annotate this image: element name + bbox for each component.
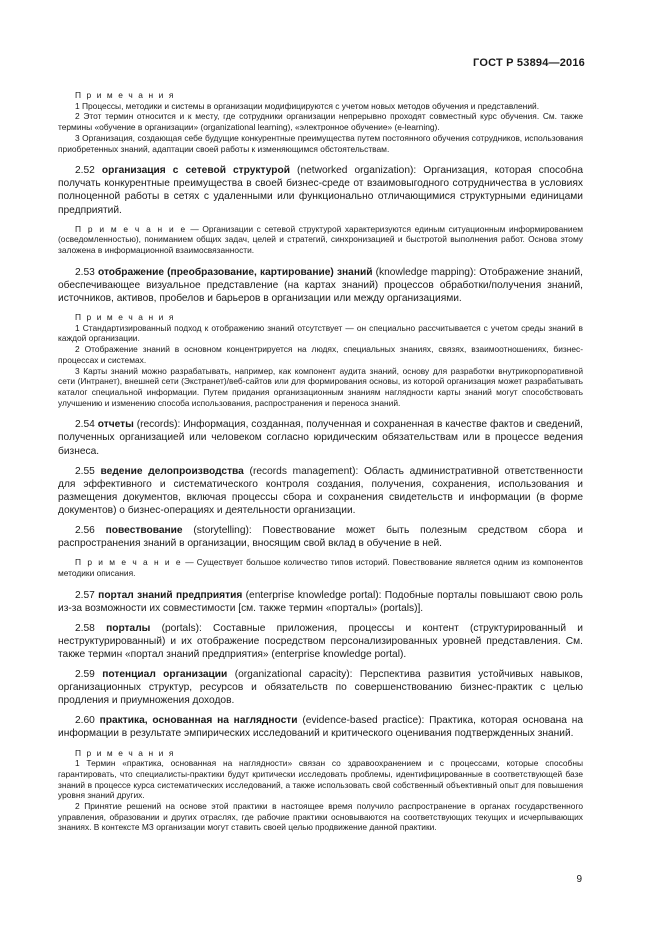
term-number: 2.57 xyxy=(75,589,95,601)
page-number: 9 xyxy=(576,874,582,885)
term-number: 2.53 xyxy=(75,266,95,278)
term-number: 2.58 xyxy=(75,622,95,634)
term-2-59 xyxy=(58,668,583,707)
notes-top xyxy=(58,90,583,154)
term-title: отчеты xyxy=(97,419,134,431)
note-label: П р и м е ч а н и е xyxy=(75,223,187,234)
term-number: 2.54 xyxy=(75,419,95,431)
term-number: 2.56 xyxy=(75,524,95,536)
term-number: 2.52 xyxy=(75,165,95,177)
term-body: (storytelling): Повествование может быть полезным средством сбора и распространения знаний в организации, вносящим свой вклад в обучение в ней. xyxy=(58,524,583,550)
note-paragraph: 3 Организация, создающая себе будущие конкурентные преимущества путем постоянного обучения сотрудников, использования приобретенных знаний, адаптации своей работы к изменяющимся обстоятельствам. xyxy=(58,132,583,154)
term-2-54 xyxy=(58,418,583,457)
note-paragraph: 2 Принятие решений на основе этой практики в настоящее время получило распространение в органах государственного управления, образовании и других отраслях, где рабочие практики основываются на соответствующих текущих и исчерпывающих знаниях. В контексте МЗ организации могут ставить своей целью продвижение данной практики. xyxy=(58,801,583,833)
note-paragraph: 1 Процессы, методики и системы в организации модифицируются с учетом новых методов обучения и представлений. xyxy=(75,100,540,111)
term-body: (records management): Область административной ответственности для эффективного и систематического контроля создания, получения, сохранения, использования и размещения документов, включая процессы сбора и сохранения свидетельств и информации (в форме документов) о бизнес-операциях и деятельности организации. xyxy=(58,465,583,516)
term-title: потенциал организации xyxy=(102,669,228,681)
note-label: П р и м е ч а н и е xyxy=(75,557,183,568)
term-body: (evidence-based practice): Практика, которая основана на информации в результате эмпирических исследований и критического оценивания подтвержденных знаний. xyxy=(58,715,583,740)
note-paragraph: 3 Карты знаний можно разрабатывать, например, как компонент аудита знаний, основу для разработки внутрикорпоративной сети (Интранет), внешней сети (Экстранет)/веб-сайтов или для формирования основы, из которой организация может разрабатывать каталог специальной информации. Путем придания организационным знаниям наглядности карты знаний могут способствовать улучшению и изменению способа использования, распространения и переноса знаний. xyxy=(58,365,583,408)
notes-heading: П р и м е ч а н и я xyxy=(75,311,175,322)
note-text: — Организации с сетевой структурой характеризуются единым ситуационным информированием (осведомленностью), пониманием общих задач, целей и стратегий, синхронизацией и быстротой выполнения работ. Основа этому заложена в информационной взаимосвязанности. xyxy=(58,223,583,255)
term-number: 2.60 xyxy=(75,715,95,727)
note-paragraph: 2 Отображение знаний в основном концентрируется на людях, специальных знаниях, связях, взаимоотношениях, бизнес-процессах и системах. xyxy=(58,344,583,365)
term-title: ведение делопроизводства xyxy=(100,465,244,477)
notes-heading: П р и м е ч а н и я xyxy=(75,90,175,100)
term-body: (records): Информация, созданная, полученная и сохраненная в качестве фактов и сведений, полученных организацией или человеком согласно юридическим обязательствам или в процессе ведения бизнеса. xyxy=(58,419,583,457)
notes-2-60 xyxy=(58,748,583,834)
standard-code: ГОСТ Р 53894—2016 xyxy=(473,57,585,69)
notes-2-53 xyxy=(58,312,583,408)
term-number: 2.59 xyxy=(75,669,95,681)
term-2-57 xyxy=(58,589,583,615)
term-title: порталы xyxy=(106,622,151,634)
term-body: (portals): Составные приложения, процессы и контент (структурированный и неструктурированный) и их отображение посредством персонализированных уровней представления. См. также термин «портал знаний предприятия» (enterprise knowledge portal). xyxy=(58,622,583,660)
term-body: (networked organization): Организация, которая способна получать конкурентные преимущества в своей бизнес-среде от взаимовыгодного сотрудничества в условиях полноценной работы в сетях с удаленными или функционально отличающимися структурными единицами предприятий. xyxy=(58,165,583,216)
note-paragraph: 1 Термин «практика, основанная на наглядности» связан со здравоохранением и с процессами, которые способны гарантировать, что специалисты-практики будут критически исследовать проблемы, идентифицированные в соответствующей базе знаний в процессе курса систематических исследований, а также использовать свой собственный объективный опыт для повышения уровня знаний других. xyxy=(58,758,583,801)
term-2-56 xyxy=(58,524,583,550)
note-text: — Существует большое количество типов историй. Повествование является одним из компонентов методики описания. xyxy=(58,557,583,578)
term-2-58 xyxy=(58,622,583,661)
term-title: портал знаний предприятия xyxy=(98,589,243,601)
term-body: (enterprise knowledge portal): Подобные порталы повышают свою роль из-за возможности их совместимости [см. также термин «порталы» (portals)]. xyxy=(58,589,583,614)
note-2-56 xyxy=(58,557,583,578)
notes-heading: П р и м е ч а н и я xyxy=(75,747,175,758)
term-2-53 xyxy=(58,266,583,305)
note-2-52 xyxy=(58,224,583,256)
term-title: отображение (преобразование, картирование) знаний xyxy=(97,266,373,278)
term-2-55 xyxy=(58,465,583,517)
term-title: практика, основанная на наглядности xyxy=(99,715,298,727)
note-paragraph: 2 Этот термин относится и к месту, где сотрудники организации непрерывно проходят совместный курс обучения. См. также термины «обучение в организации» (organizational learning), «электронное обучение» (e-learning). xyxy=(58,111,583,133)
term-2-60 xyxy=(58,714,583,740)
page-content xyxy=(58,90,583,843)
term-body: (organizational capacity): Перспектива развития устойчивых навыков, организационных структур, ресурсов и обязательств по совершенствованию бизнес-практик с целью продления и приумножения доходов. xyxy=(58,669,583,707)
term-2-52 xyxy=(58,164,583,216)
term-title: повествование xyxy=(105,524,183,536)
term-number: 2.55 xyxy=(75,465,95,477)
term-title: организация с сетевой структурой xyxy=(101,165,290,177)
term-body: (knowledge mapping): Отображение знаний, обеспечивающее визуальное представление (на картах знаний) процессов обработки/получения знаний, источников, активов, пробелов и барьеров в организации или между организациями. xyxy=(58,266,584,304)
note-paragraph: 1 Стандартизированный подход к отображению знаний отсутствует — он специально рассчитывается с учетом среды знаний в каждой организации. xyxy=(58,322,583,344)
